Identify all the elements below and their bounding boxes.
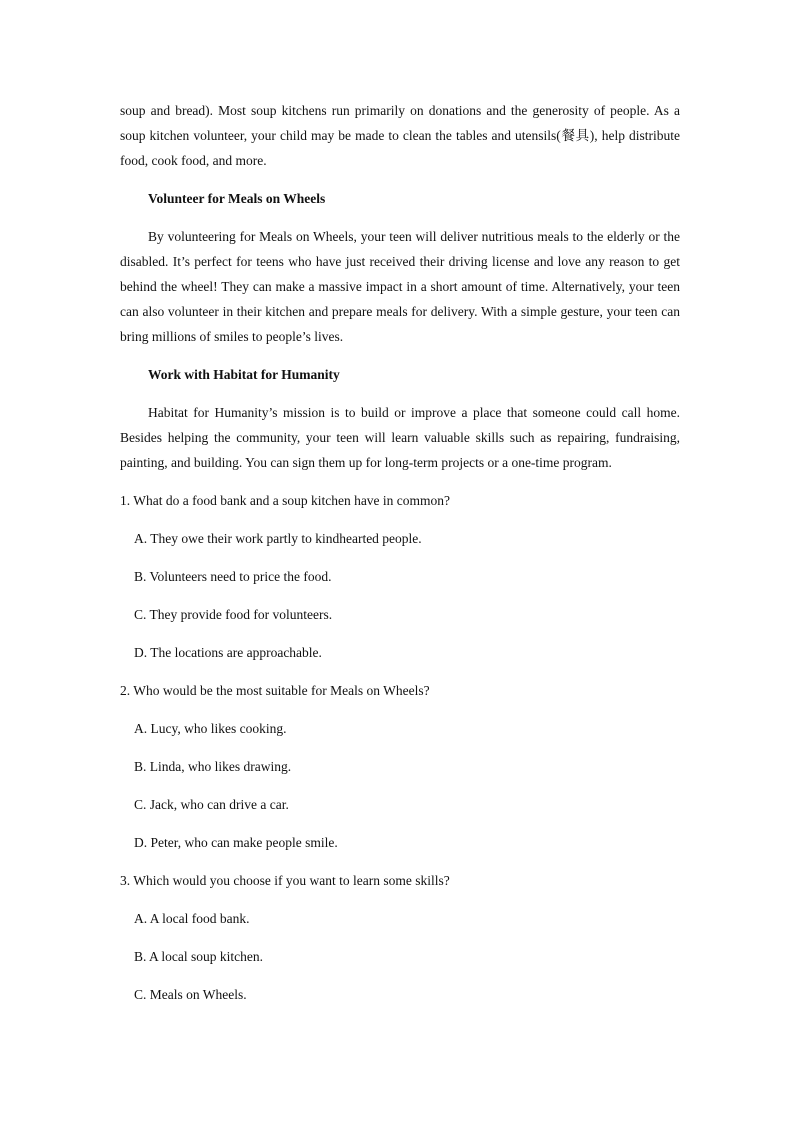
question-2-option-a: A. Lucy, who likes cooking. <box>134 721 287 736</box>
question-1: 1. What do a food bank and a soup kitchen have in common? <box>120 493 451 508</box>
question-1-option-b: B. Volunteers need to price the food. <box>134 569 332 584</box>
question-2-option-d: D. Peter, who can make people smile. <box>134 835 338 850</box>
question-3-option-a: A. A local food bank. <box>134 911 250 926</box>
question-1-option-c: C. They provide food for volunteers. <box>134 607 333 622</box>
section-heading-meals-on-wheels: Volunteer for Meals on Wheels <box>148 191 326 206</box>
question-2-option-c: C. Jack, who can drive a car. <box>134 797 289 812</box>
question-1-option-a: A. They owe their work partly to kindhearted people. <box>134 531 422 546</box>
question-2: 2. Who would be the most suitable for Meals on Wheels? <box>120 683 430 698</box>
question-3: 3. Which would you choose if you want to learn some skills? <box>120 873 450 888</box>
section-body-habitat: Habitat for Humanity’s mission is to build or improve a place that someone could call home. Besides helping the community, your teen will learn valuable skills such as repairing, fundraising, painting, and building. You can sign them up for long-term projects or a one-time program. <box>120 405 680 470</box>
question-2-option-b: B. Linda, who likes drawing. <box>134 759 292 774</box>
question-3-option-b: B. A local soup kitchen. <box>134 949 263 964</box>
question-1-option-d: D. The locations are approachable. <box>134 645 322 660</box>
section-body-meals-on-wheels: By volunteering for Meals on Wheels, your teen will deliver nutritious meals to the elderly or the disabled. It’s perfect for teens who have just received their driving license and love any reason to get behind the wheel! They can make a massive impact in a short amount of time. Alternatively, your teen can also volunteer in their kitchen and prepare meals for delivery. With a simple gesture, your teen can bring millions of smiles to people’s lives. <box>120 229 680 344</box>
intro-paragraph: soup and bread). Most soup kitchens run primarily on donations and the generosity of people. As a soup kitchen volunteer, your child may be made to clean the tables and utensils(餐具), help distribute food, cook food, and more. <box>120 103 680 168</box>
document-page <box>120 98 680 1007</box>
question-3-option-c: C. Meals on Wheels. <box>134 987 247 1002</box>
section-heading-habitat: Work with Habitat for Humanity <box>148 367 340 382</box>
